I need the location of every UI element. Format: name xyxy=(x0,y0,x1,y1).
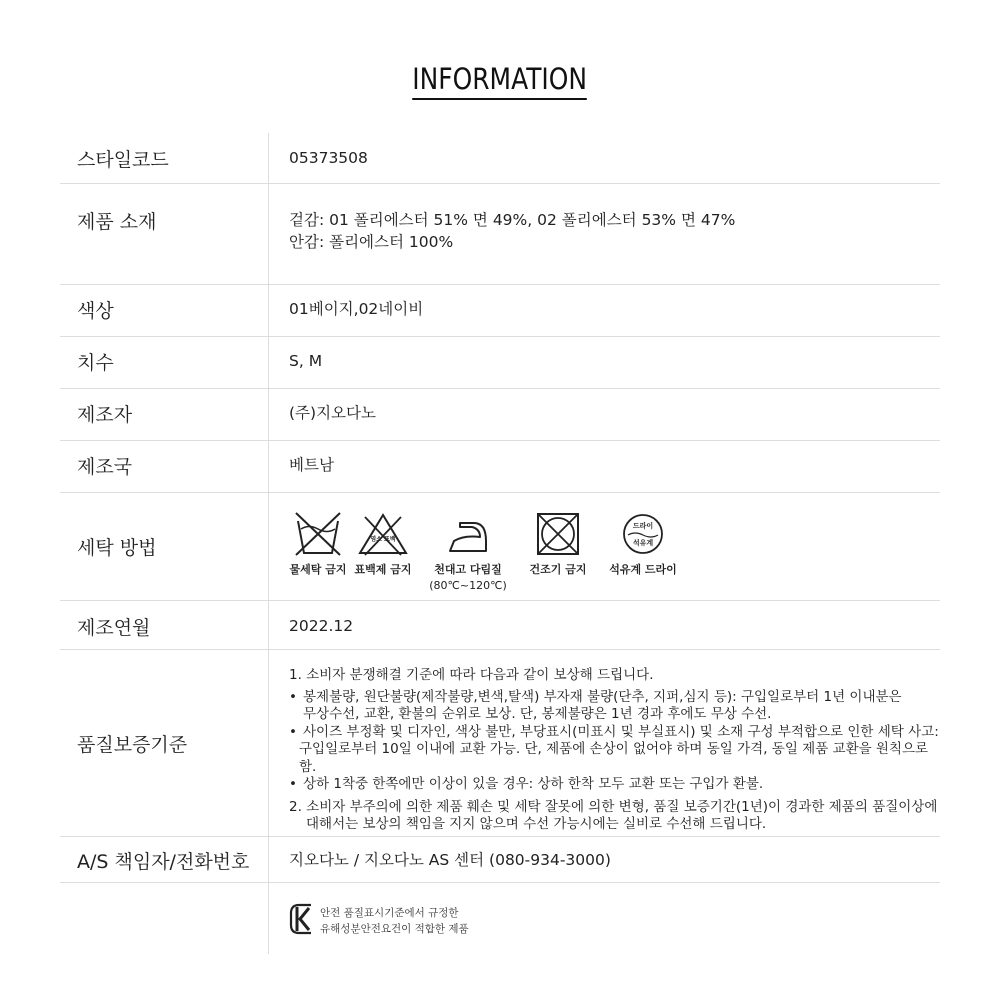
page-title: INFORMATION xyxy=(0,62,1000,100)
kc-mark-icon xyxy=(289,901,315,939)
iron-temp: (80℃~120℃) xyxy=(429,579,507,592)
value-as: 지오다노 / 지오다노 AS 센터 (080-934-3000) xyxy=(289,851,611,869)
bullet-3-line-1: 상하 1착중 한쪽에만 이상이 있을 경우: 상하 한착 모두 교환 또는 구입가 환불. xyxy=(303,776,764,792)
row-washing xyxy=(60,493,940,601)
label-country: 제조국 xyxy=(77,456,133,478)
bullet-2-line-1: 사이즈 부정확 및 디자인, 색상 불만, 부당표시(미표시 및 부실표시) 및 소재 구성 부적합으로 인한 세탁 사고: xyxy=(303,723,939,740)
quality-bullet-3: • 상하 1착중 한쪽에만 이상이 있을 경우: 상하 한착 모두 교환 또는 구입가 환불. xyxy=(289,776,939,794)
dry-clean xyxy=(603,511,683,577)
row-color xyxy=(60,285,940,337)
dry-clean-icon xyxy=(620,511,666,557)
value-country: 베트남 xyxy=(289,456,334,474)
bullet-2-line-2: 구입일로부터 10일 이내에 교환 가능. 단, 제품에 손상이 없어야 하며 동일 가격, 동일 제품 교환을 원칙으로 함. xyxy=(299,741,929,775)
p2-line-1: 2. 소비자 부주의에 의한 제품 훼손 및 세탁 잘못에 의한 변형, 품질 보증기간(1년)이 경과한 제품의 품질이상에 xyxy=(289,798,938,815)
quality-text xyxy=(289,667,939,834)
label-quality: 품질보증기준 xyxy=(77,734,188,756)
no-tumble-dry-label: 건조기 금지 xyxy=(529,563,587,576)
row-kc xyxy=(60,883,940,954)
no-bleach xyxy=(353,511,413,577)
label-style-code: 스타일코드 xyxy=(77,149,169,171)
kc-certification xyxy=(289,901,469,943)
label-washing: 세탁 방법 xyxy=(77,537,157,559)
value-material xyxy=(289,209,735,253)
quality-bullet-1: • 봉제불량, 원단불량(제작불량,변색,탈색) 부자재 불량(단추, 지퍼,심지 등): 구입일로부터 1년 이내분은 무상수선, 교환, 환불의 순위로 보상. 단, 봉제불량은 1년 경과 후에도 무상 수선. xyxy=(289,689,939,724)
row-size xyxy=(60,337,940,389)
iron-label: 천대고 다림질 xyxy=(434,563,502,576)
material-outer: 겉감: 01 폴리에스터 51% 면 49%, 02 폴리에스터 53% 면 47% xyxy=(289,211,736,229)
value-size: S, M xyxy=(289,352,323,370)
quality-bullet-2: • 사이즈 부정확 및 디자인, 색상 불만, 부당표시(미표시 및 부실표시) 및 소재 구성 부적합으로 인한 세탁 사고: 구입일로부터 10일 이내에 교환 가능. 단, 제품에 손상이 없어야 하며 동일 가격, 동일 제품 교환을 원칙으로 함. xyxy=(289,723,939,775)
row-style-code xyxy=(60,133,940,184)
row-as xyxy=(60,837,940,883)
value-color: 01베이지,02네이비 xyxy=(289,300,424,318)
bleach-inner-text: 염소 표백 xyxy=(370,536,396,543)
dry-clean-bottom: 석유계 xyxy=(632,539,654,547)
no-water-wash-label: 물세탁 금지 xyxy=(289,563,347,576)
row-material xyxy=(60,184,940,285)
bullet-1-line-2: 무상수선, 교환, 환불의 순위로 보상. 단, 봉제불량은 1년 경과 후에도 무상 수선. xyxy=(303,706,772,722)
row-country xyxy=(60,441,940,493)
value-maker: (주)지오다노 xyxy=(289,404,376,422)
label-color: 색상 xyxy=(77,300,114,322)
label-size: 치수 xyxy=(77,352,114,374)
quality-p2 xyxy=(289,799,939,834)
value-date: 2022.12 xyxy=(289,617,354,635)
row-maker xyxy=(60,389,940,441)
iron xyxy=(428,511,508,592)
no-tumble-dry-icon xyxy=(535,511,581,557)
dry-clean-label: 석유계 드라이 xyxy=(609,563,677,576)
no-water-wash-icon xyxy=(294,511,342,557)
quality-p1: 1. 소비자 분쟁해결 기준에 따라 다음과 같이 보상해 드립니다. xyxy=(289,667,654,683)
label-date: 제조연월 xyxy=(77,617,151,639)
p2-line-2: 대해서는 보상의 책임을 지지 않으며 수선 가능시에는 실비로 수선해 드립니다. xyxy=(306,816,767,832)
row-quality xyxy=(60,650,940,837)
label-maker: 제조자 xyxy=(77,404,133,426)
no-bleach-icon xyxy=(357,511,409,557)
kc-text xyxy=(320,905,469,937)
material-lining: 안감: 폴리에스터 100% xyxy=(289,233,454,251)
row-date xyxy=(60,601,940,650)
label-as: A/S 책임자/전화번호 xyxy=(77,851,250,873)
no-bleach-label: 표백제 금지 xyxy=(354,563,412,576)
no-water-wash xyxy=(288,511,348,577)
dry-clean-top: 드라이 xyxy=(632,522,654,530)
bullet-1-line-1: 봉제불량, 원단불량(제작불량,변색,탈색) 부자재 불량(단추, 지퍼,심지 등): 구입일로부터 1년 이내분은 xyxy=(303,688,902,705)
no-tumble-dry xyxy=(528,511,588,577)
kc-line-2: 유해성분안전요건이 적합한 제품 xyxy=(320,923,469,935)
iron-icon xyxy=(444,511,492,557)
value-style-code: 05373508 xyxy=(289,149,368,167)
column-divider xyxy=(268,133,269,954)
label-material: 제품 소재 xyxy=(77,211,157,233)
kc-line-1: 안전 품질표시기준에서 규정한 xyxy=(320,907,459,919)
